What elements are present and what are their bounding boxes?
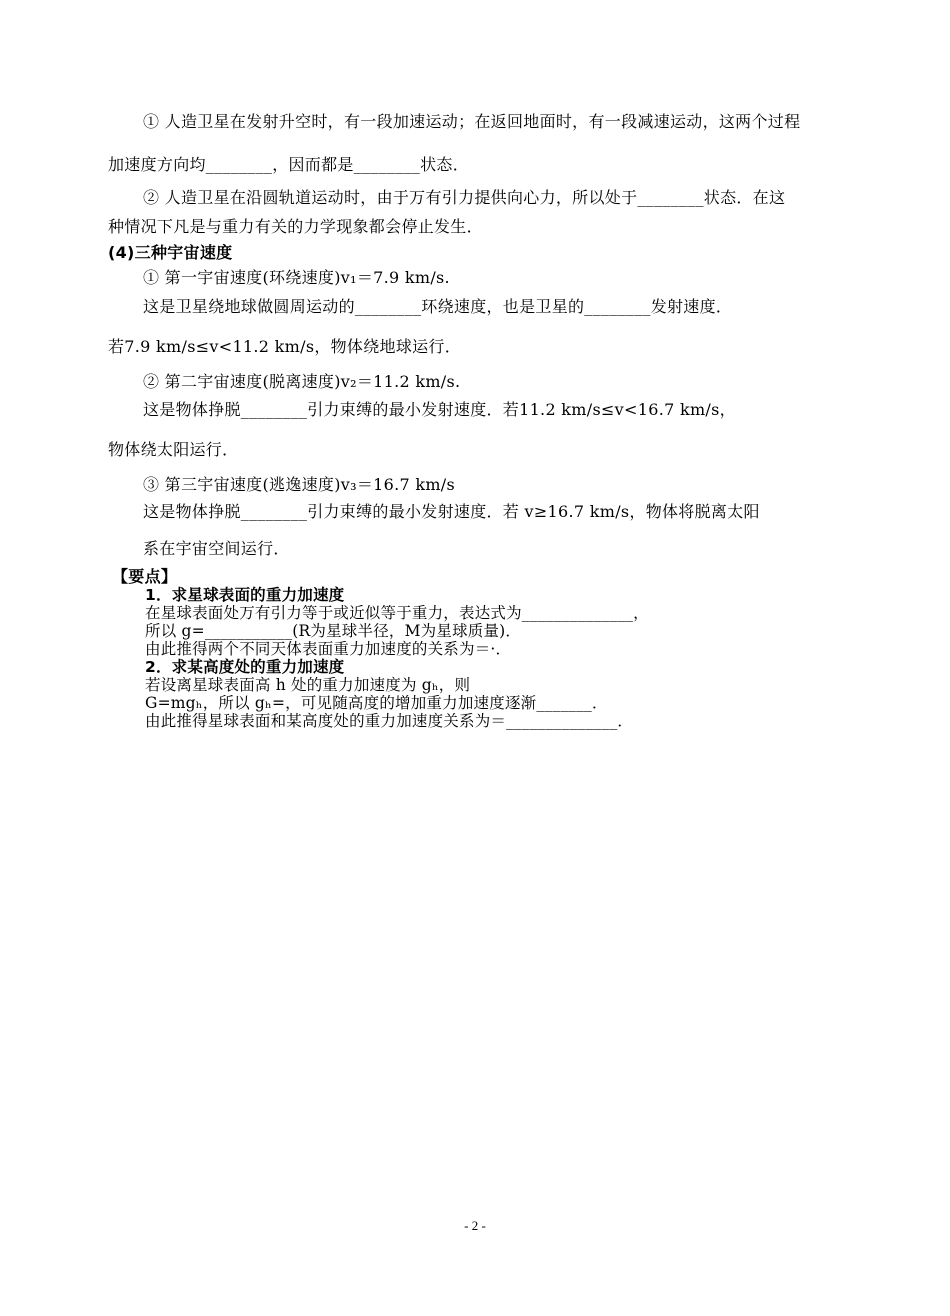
key-point-2-line1: 若设离星球表面高 h 处的重力加速度为 gₕ，则	[145, 676, 471, 694]
key-point-2-line2: G=mgₕ，所以 gₕ=，可见随高度的增加重力加速度逐渐_______．	[145, 694, 608, 712]
key-point-1-line2: 所以 g=___________(R为星球半径，M为星球质量)．	[145, 622, 522, 640]
page-number: - 2 -	[464, 1218, 486, 1233]
key-point-1-title: 1．求星球表面的重力加速度	[145, 586, 345, 604]
first-cosmic-velocity-title: ① 第一宇宙速度(环绕速度)v₁＝7.9 km/s.	[143, 268, 450, 287]
second-cosmic-velocity-title: ② 第二宇宙速度(脱离速度)v₂＝11.2 km/s.	[143, 372, 461, 391]
cosmic-velocity-heading: (4)三种宇宙速度	[108, 243, 233, 262]
second-cosmic-velocity-desc: 这是物体挣脱________引力束缚的最小发射速度．若11.2 km/s≤v<16.7 km/s，	[143, 400, 736, 419]
third-cosmic-velocity-title: ③ 第三宇宙速度(逃逸速度)v₃＝16.7 km/s	[143, 475, 456, 494]
key-points-heading: 【要点】	[112, 567, 178, 586]
key-point-1-line1: 在星球表面处万有引力等于或近似等于重力，表达式为______________，	[145, 604, 649, 622]
key-point-2-title: 2．求某高度处的重力加速度	[145, 658, 345, 676]
second-cosmic-velocity-result: 物体绕太阳运行．	[108, 440, 239, 459]
key-point-2-line3: 由此推得星球表面和某高度处的重力加速度关系为＝______________．	[145, 712, 634, 730]
weightless-item2-line2: 种情况下凡是与重力有关的力学现象都会停止发生．	[108, 217, 483, 236]
third-cosmic-velocity-result: 系在宇宙空间运行．	[143, 539, 290, 558]
first-cosmic-velocity-range: 若7.9 km/s≤v<11.2 km/s，物体绕地球运行．	[108, 337, 462, 356]
weightless-item1-line1: ① 人造卫星在发射升空时，有一段加速运动；在返回地面时，有一段减速运动，这两个过程	[143, 112, 801, 131]
key-point-1-line3: 由此推得两个不同天体表面重力加速度的关系为＝·．	[145, 640, 512, 658]
weightless-item1-line2: 加速度方向均________，因而都是________状态．	[108, 155, 470, 174]
first-cosmic-velocity-desc: 这是卫星绕地球做圆周运动的________环绕速度，也是卫星的________发射速度．	[143, 297, 733, 316]
third-cosmic-velocity-desc: 这是物体挣脱________引力束缚的最小发射速度．若 v≥16.7 km/s，物体将脱离太阳	[143, 502, 760, 521]
weightless-item2-line1: ② 人造卫星在沿圆轨道运动时，由于万有引力提供向心力，所以处于________状态．在这	[143, 188, 786, 207]
